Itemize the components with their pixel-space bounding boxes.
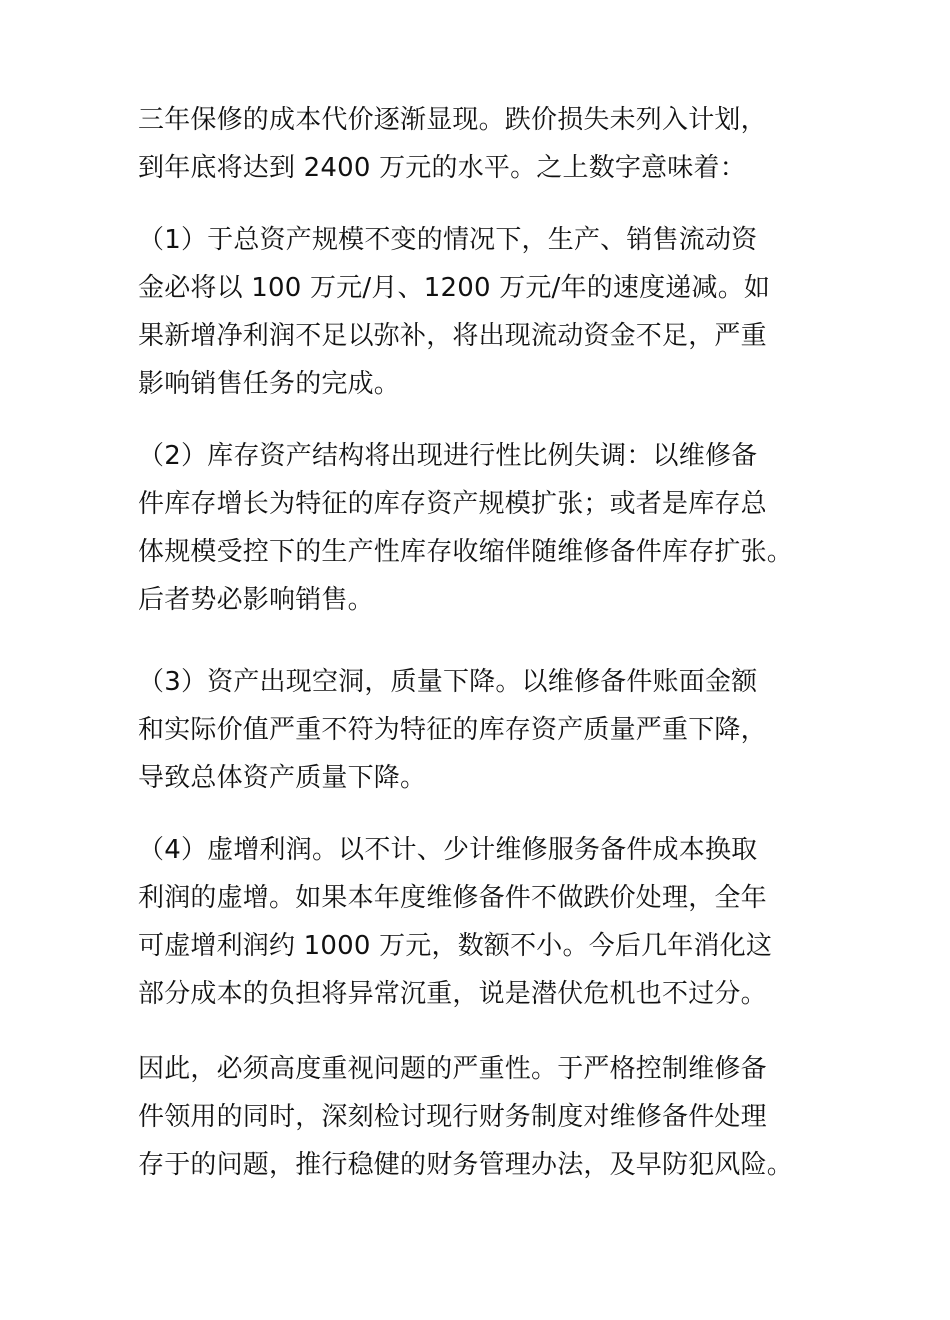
text-line: 件领用的同时，深刻检讨现行财务制度对维修备件处理 [138, 1102, 767, 1132]
paragraph-point-2 [138, 432, 850, 624]
paragraph-point-4 [138, 826, 850, 1018]
text-line: 因此，必须高度重视问题的严重性。于严格控制维修备 [138, 1054, 767, 1084]
text-line: 和实际价值严重不符为特征的库存资产质量严重下降， [138, 715, 767, 745]
text-line: 到年底将达到 2400 万元的水平。之上数字意味着： [138, 153, 746, 183]
paragraph-point-3 [138, 658, 850, 802]
paragraph-conclusion [138, 1045, 850, 1189]
text-line: 可虚增利润约 1000 万元，数额不小。今后几年消化这 [138, 931, 773, 961]
text-line: 存于的问题，推行稳健的财务管理办法，及早防犯风险。 [138, 1150, 794, 1180]
text-line: 导致总体资产质量下降。 [138, 763, 427, 793]
text-line: 利润的虚增。如果本年度维修备件不做跌价处理，全年 [138, 883, 767, 913]
text-line: （1）于总资产规模不变的情况下，生产、销售流动资 [138, 225, 758, 255]
text-line: 三年保修的成本代价逐渐显现。跌价损失未列入计划， [138, 105, 767, 135]
text-line: 果新增净利润不足以弥补，将出现流动资金不足，严重 [138, 321, 767, 351]
text-line: 影响销售任务的完成。 [138, 369, 401, 399]
text-line: 件库存增长为特征的库存资产规模扩张；或者是库存总 [138, 489, 767, 519]
text-line: 后者势必影响销售。 [138, 585, 374, 615]
text-line: （4）虚增利润。以不计、少计维修服务备件成本换取 [138, 835, 758, 865]
text-line: （2）库存资产结构将出现进行性比例失调：以维修备 [138, 441, 758, 471]
paragraph-intro [138, 96, 850, 192]
text-line: 体规模受控下的生产性库存收缩伴随维修备件库存扩张。 [138, 537, 794, 567]
paragraph-point-1 [138, 216, 850, 408]
text-line: 部分成本的负担将异常沉重，说是潜伏危机也不过分。 [138, 979, 767, 1009]
text-line: 金必将以 100 万元/月、1200 万元/年的速度递减。如 [138, 273, 771, 303]
text-line: （3）资产出现空洞，质量下降。以维修备件账面金额 [138, 667, 758, 697]
